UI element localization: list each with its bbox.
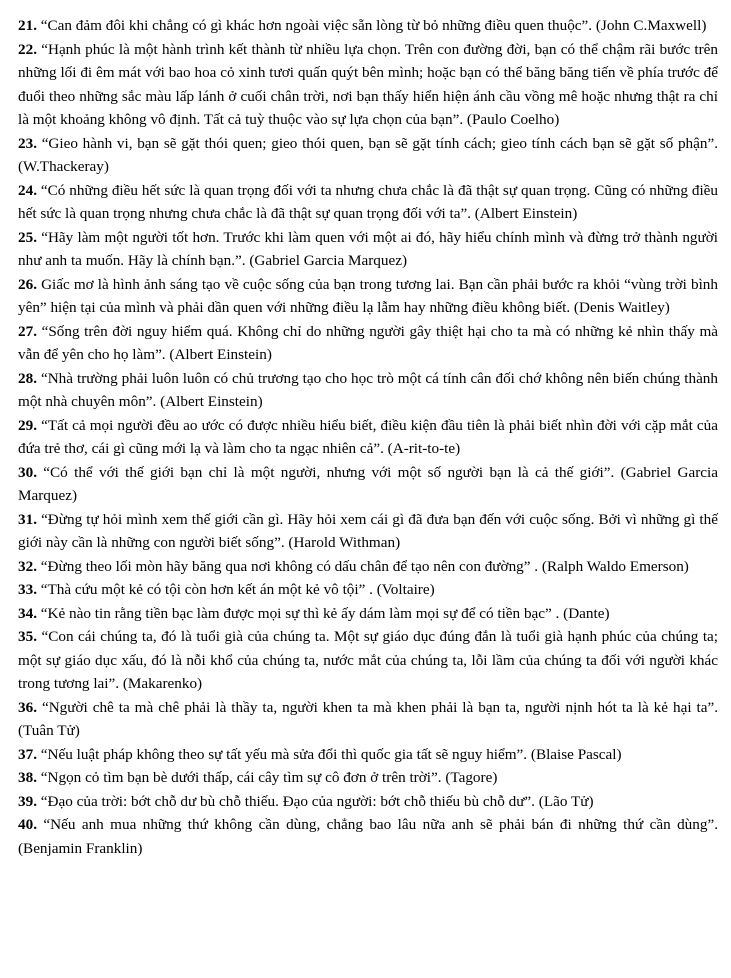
quote-29 bbox=[18, 414, 718, 461]
quote-34 bbox=[18, 602, 718, 626]
quote-30 bbox=[18, 461, 718, 508]
quote-text: “Can đảm đôi khi chẳng có gì khác hơn ngoài việc sẵn lòng từ bỏ những điều quen thuộc”. (John C.Maxwell) bbox=[36, 17, 707, 34]
quote-number: 27. bbox=[18, 322, 37, 340]
quote-number: 40. bbox=[18, 816, 37, 833]
quote-text: “Hạnh phúc là một hành trình kết thành từ nhiều lựa chọn. Trên con đường đời, bạn có thể chậm rãi bước trên những lối đi êm mát với bao hoa cỏ xinh tươi quấn quýt bên mình; hoặc bạn có thể băng băng tiến về phía trước để đuổi theo những sắc màu lấp lánh ở cuối chân trời, nơi bạn thấy hiển hiện ánh cầu vồng mê hoặc nhưng thật ra chỉ là một khoảng không vô định. Tất cả tuỳ thuộc vào sự lựa chọn của bạn”. (Paulo Coelho) bbox=[18, 40, 718, 128]
quote-25 bbox=[18, 226, 718, 273]
quote-text: “Đừng theo lối mòn hãy băng qua nơi không có dấu chân để tạo nên con đường” . (Ralph Waldo Emerson) bbox=[36, 557, 689, 575]
quote-number: 30. bbox=[18, 463, 37, 481]
quote-28 bbox=[18, 367, 718, 414]
quote-27 bbox=[18, 320, 718, 367]
quote-number: 29. bbox=[18, 416, 37, 434]
quote-number: 31. bbox=[18, 510, 37, 528]
quote-text: “Đừng tự hỏi mình xem thế giới cần gì. Hãy hỏi xem cái gì đã đưa bạn đến với cuộc sống. Bởi vì những gì thế giới này cần là những con người biết sống”. (Harold Withman) bbox=[18, 510, 718, 551]
quote-36 bbox=[18, 696, 718, 743]
quote-21 bbox=[18, 14, 718, 38]
quote-number: 32. bbox=[18, 557, 37, 575]
quote-text: “Nếu anh mua những thứ không cần dùng, chẳng bao lâu nữa anh sẽ phải bán đi những thứ cần dùng”. (Benjamin Franklin) bbox=[18, 816, 718, 857]
quote-33 bbox=[18, 578, 718, 602]
quote-text: “Có những điều hết sức là quan trọng đối với ta nhưng chưa chắc là đã thật sự quan trọng. Cũng có những điều hết sức là quan trọng nhưng chưa chắc là đã thật sự quan trọng đối với ta”. (Albert Einstein) bbox=[18, 181, 718, 222]
quote-number: 35. bbox=[18, 628, 37, 645]
quote-list bbox=[18, 14, 718, 860]
quote-text: “Con cái chúng ta, đó là tuổi già của chúng ta. Một sự giáo dục đúng đắn là tuổi già hạnh phúc của chúng ta; một sự giáo dục xấu, đó là nỗi khổ của chúng ta, nước mắt của chúng ta, lỗi lầm của chúng ta đối với người khác trong tương lai”. (Makarenko) bbox=[18, 628, 718, 692]
quote-number: 37. bbox=[18, 745, 37, 763]
quote-text: “Đạo của trời: bớt chỗ dư bù chỗ thiếu. Đạo của người: bớt chỗ thiếu bù chỗ dư”. (Lão Tử) bbox=[36, 792, 594, 810]
quote-38 bbox=[18, 766, 718, 790]
quote-text: “Sống trên đời nguy hiểm quá. Không chỉ do những người gây thiệt hại cho ta mà có những kẻ nhìn thấy mà vẫn để yên cho họ làm”. (Albert Einstein) bbox=[18, 322, 718, 363]
quote-number: 24. bbox=[18, 181, 37, 199]
quote-text: “Tất cả mọi người đều ao ước có được nhiều hiểu biết, điều kiện đầu tiên là phải biết nhìn đời với cặp mắt của đứa trẻ thơ, cái gì cũng mới lạ và làm cho ta ngạc nhiên cả”. (A-rit-to-te) bbox=[18, 416, 718, 457]
quote-number: 38. bbox=[18, 769, 37, 786]
quote-number: 26. bbox=[18, 275, 37, 293]
quote-text: “Ngọn cỏ tìm bạn bè dưới thấp, cái cây tìm sự cô đơn ở trên trời”. (Tagore) bbox=[36, 769, 498, 786]
quote-number: 25. bbox=[18, 228, 37, 246]
quote-39 bbox=[18, 790, 718, 814]
quote-text: Giấc mơ là hình ảnh sáng tạo về cuộc sống của bạn trong tương lai. Bạn cần phải bước ra khỏi “vùng trời bình yên” hiện tại của mình và phải dần quen với những điều lạ lẫm hay những điều không biết. (Denis Waitley) bbox=[18, 275, 718, 316]
quote-text: “Nếu luật pháp không theo sự tất yếu mà sửa đổi thì quốc gia tất sẽ nguy hiểm”. (Blaise Pascal) bbox=[36, 745, 622, 763]
quote-text: “Hãy làm một người tốt hơn. Trước khi làm quen với một ai đó, hãy hiểu chính mình và đừng trở thành người như anh ta muốn. Hãy là chính bạn.”. (Gabriel Garcia Marquez) bbox=[18, 228, 718, 269]
quote-24 bbox=[18, 179, 718, 226]
quote-number: 39. bbox=[18, 792, 37, 810]
quote-number: 33. bbox=[18, 581, 37, 598]
quote-40 bbox=[18, 813, 718, 860]
quote-text: “Gieo hành vi, bạn sẽ gặt thói quen; gieo thói quen, bạn sẽ gặt tính cách; gieo tính cách bạn sẽ gặt số phận”. (W.Thackeray) bbox=[18, 134, 718, 175]
quote-text: “Người chê ta mà chê phải là thầy ta, người khen ta mà khen phải là bạn ta, người nịnh hót ta là kẻ hại ta”. (Tuân Tử) bbox=[18, 698, 718, 739]
quote-22 bbox=[18, 38, 718, 132]
quote-37 bbox=[18, 743, 718, 767]
quote-text: “Thà cứu một kẻ có tội còn hơn kết án một kẻ vô tội” . (Voltaire) bbox=[36, 581, 435, 598]
quote-text: “Nhà trường phải luôn luôn có chủ trương tạo cho học trò một cá tính cân đối chớ không nên biến chúng thành một nhà chuyên môn”. (Albert Einstein) bbox=[18, 369, 718, 410]
quote-23 bbox=[18, 132, 718, 179]
quote-number: 28. bbox=[18, 369, 37, 387]
quote-number: 36. bbox=[18, 698, 37, 716]
quote-number: 22. bbox=[18, 40, 37, 58]
quote-26 bbox=[18, 273, 718, 320]
quote-35 bbox=[18, 625, 718, 696]
quote-32 bbox=[18, 555, 718, 579]
quote-31 bbox=[18, 508, 718, 555]
quote-number: 34. bbox=[18, 604, 37, 622]
quote-text: “Có thể với thế giới bạn chỉ là một người, nhưng với một số người bạn là cả thế giới”. (Gabriel Garcia Marquez) bbox=[18, 463, 718, 504]
quote-number: 23. bbox=[18, 134, 37, 152]
quote-number: 21. bbox=[18, 17, 37, 34]
quote-text: “Kẻ nào tin rằng tiền bạc làm được mọi sự thì kẻ ấy dám làm mọi sự để có tiền bạc” . (Dante) bbox=[36, 604, 610, 622]
